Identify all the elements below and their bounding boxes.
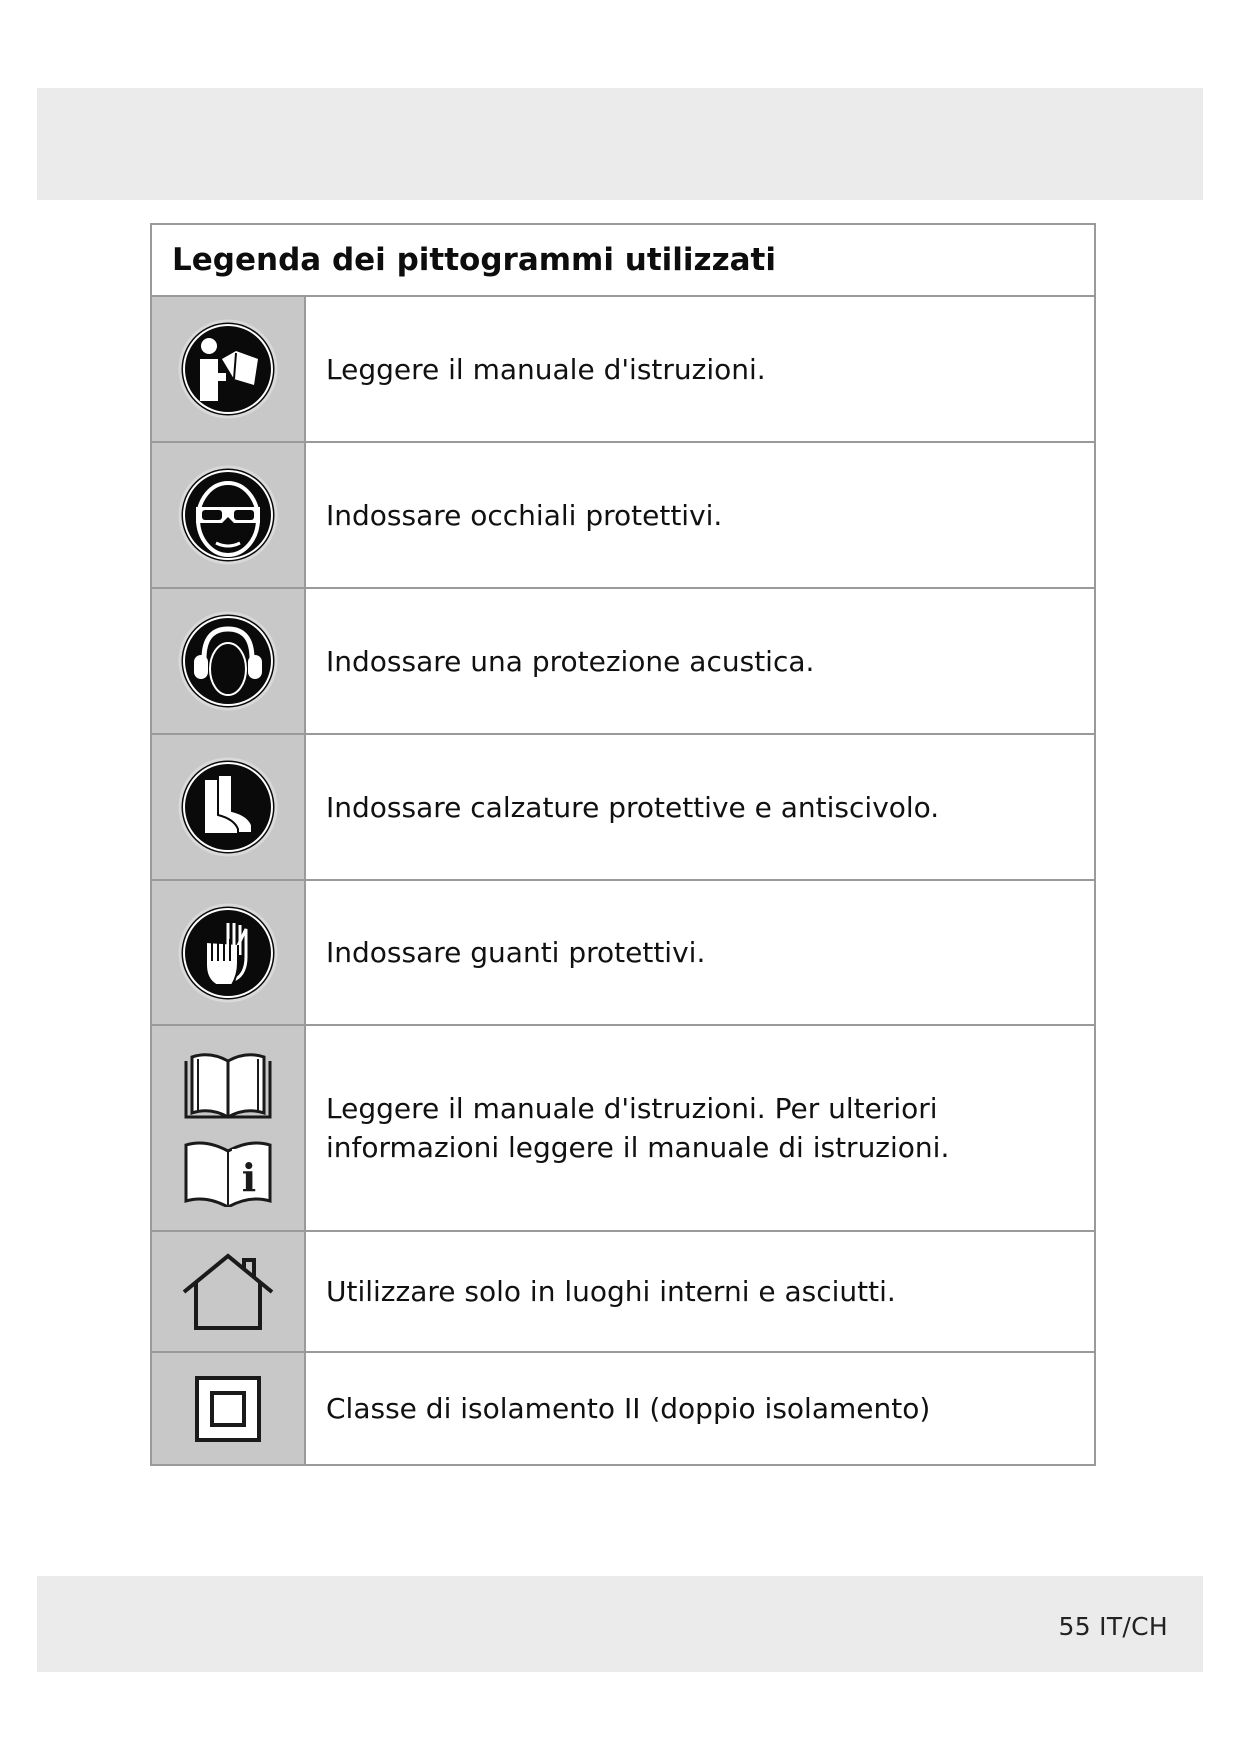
legend-icon-cell: [152, 589, 306, 733]
legend-icon-cell: [152, 735, 306, 879]
legend-row: [152, 1026, 1094, 1232]
legend-description: Indossare una protezione acustica.: [326, 644, 815, 678]
page-number: 55 IT/CH: [1058, 1612, 1168, 1641]
manual-book-info-icon: [182, 1137, 274, 1207]
indoor-use-house-icon: [180, 1252, 276, 1332]
ear-protection-icon: [178, 611, 278, 711]
legend-icon-cell: [152, 297, 306, 441]
legend-description: Utilizzare solo in luoghi interni e asciutti.: [326, 1275, 896, 1308]
safety-goggles-icon: [178, 465, 278, 565]
safety-boots-icon: [178, 757, 278, 857]
legend-icon-cell: [152, 1353, 306, 1464]
legend-title: Legenda dei pittogrammi utilizzati: [152, 225, 1094, 297]
legend-description: Leggere il manuale d'istruzioni.: [326, 352, 766, 386]
read-manual-icon: [178, 319, 278, 419]
legend-description: Indossare calzature protettive e antiscivolo.: [326, 790, 940, 824]
legend-row: [152, 297, 1094, 443]
legend-description: Classe di isolamento II (doppio isolamento): [326, 1392, 931, 1425]
legend-row: [152, 589, 1094, 735]
legend-row: [152, 735, 1094, 881]
footer-band: [37, 1576, 1203, 1672]
pictogram-legend-table: [150, 223, 1096, 1466]
legend-icon-cell: [152, 1026, 306, 1230]
protective-gloves-icon: [178, 903, 278, 1003]
legend-icon-cell: [152, 881, 306, 1024]
legend-row: [152, 881, 1094, 1026]
legend-description: Leggere il manuale d'istruzioni. Per ulteriori informazioni leggere il manuale di istruzioni.: [326, 1092, 950, 1164]
svg-text:i: i: [241, 1155, 257, 1200]
legend-description: Indossare guanti protettivi.: [326, 936, 706, 969]
legend-row: [152, 1232, 1094, 1353]
legend-icon-cell: [152, 443, 306, 587]
open-manual-book-icon: [182, 1049, 274, 1121]
legend-row: [152, 1353, 1094, 1464]
legend-icon-cell: [152, 1232, 306, 1351]
legend-description: Indossare occhiali protettivi.: [326, 498, 723, 532]
legend-row: [152, 443, 1094, 589]
header-band: [37, 88, 1203, 200]
protection-class-ii-icon: [194, 1375, 262, 1443]
